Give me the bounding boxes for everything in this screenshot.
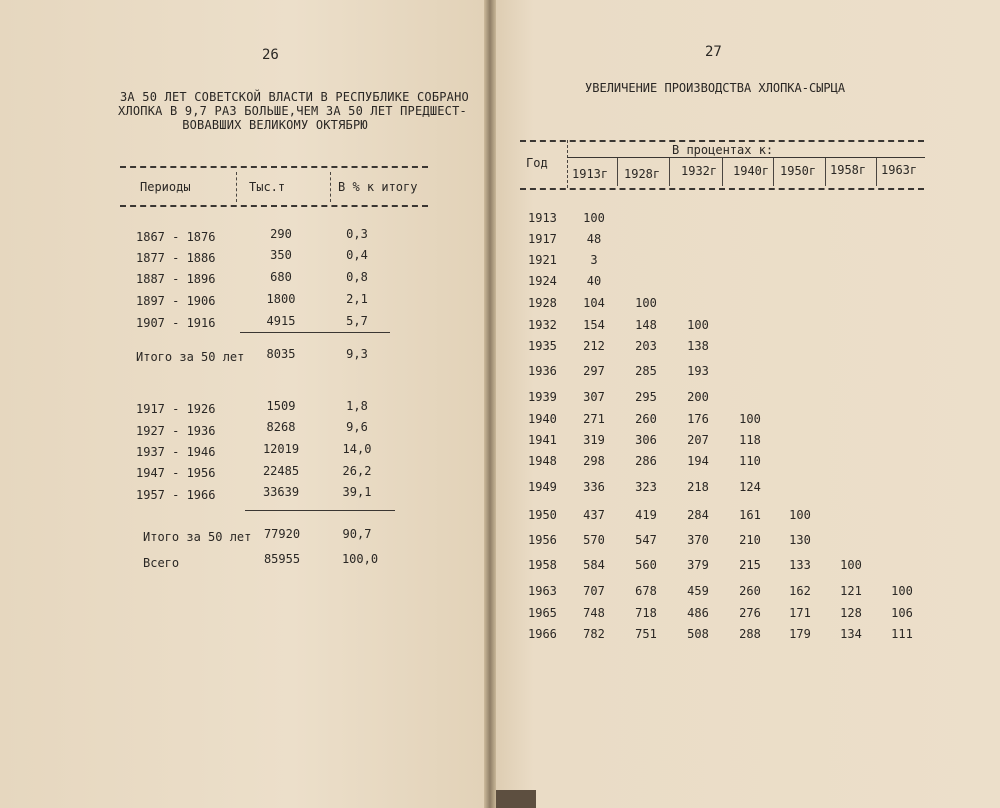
left-header-divider-1 xyxy=(236,172,237,202)
percent-value-cell: 104 xyxy=(583,296,605,310)
percent-value-cell: 193 xyxy=(687,364,709,378)
base-column-header: 1928г xyxy=(624,167,661,181)
percent-value-cell: 138 xyxy=(687,339,709,353)
percent-value-cell: 154 xyxy=(583,318,605,332)
percent-value-cell: 370 xyxy=(687,533,709,547)
total-2-label: Итого за 50 лет xyxy=(143,530,252,544)
base-column-header: 1963г xyxy=(881,163,918,177)
right-title: УВЕЛИЧЕНИЕ ПРОИЗВОДСТВА ХЛОПКА-СЫРЦА xyxy=(585,81,846,95)
value-cell: 1800 xyxy=(266,292,296,306)
percent-value-cell: 508 xyxy=(687,627,709,641)
percent-value-cell: 212 xyxy=(583,339,605,353)
percent-cell: 0,8 xyxy=(346,270,368,284)
percent-cell: 2,1 xyxy=(346,292,368,306)
percent-value-cell: 437 xyxy=(583,508,605,522)
year-cell: 1963 xyxy=(528,584,557,598)
left-title-line-3: ВОВАВШИХ ВЕЛИКОМУ ОКТЯБРЮ xyxy=(182,118,368,132)
percent-value-cell: 285 xyxy=(635,364,657,378)
period-cell: 1957 - 1966 xyxy=(136,488,216,502)
book-gutter xyxy=(484,0,496,808)
percent-value-cell: 161 xyxy=(739,508,761,522)
percent-value-cell: 3 xyxy=(590,253,598,267)
column-divider xyxy=(617,158,618,186)
percent-value-cell: 203 xyxy=(635,339,657,353)
total-1-value: 8035 xyxy=(266,347,296,361)
percent-value-cell: 276 xyxy=(739,606,761,620)
percent-value-cell: 100 xyxy=(687,318,709,332)
base-column-header: 1958г xyxy=(830,163,867,177)
percent-value-cell: 118 xyxy=(739,433,761,447)
percent-value-cell: 295 xyxy=(635,390,657,404)
right-header-year: Год xyxy=(526,156,548,170)
percent-cell: 0,4 xyxy=(346,248,368,262)
percent-cell: 26,2 xyxy=(342,464,372,478)
grand-total-percent: 100,0 xyxy=(341,552,379,566)
left-table-header-rule xyxy=(120,205,428,207)
percent-value-cell: 748 xyxy=(583,606,605,620)
period-cell: 1927 - 1936 xyxy=(136,424,216,438)
year-cell: 1950 xyxy=(528,508,557,522)
grand-total-label: Всего xyxy=(143,556,180,570)
period-cell: 1877 - 1886 xyxy=(136,251,216,265)
percent-value-cell: 171 xyxy=(789,606,811,620)
percent-value-cell: 148 xyxy=(635,318,657,332)
percent-value-cell: 40 xyxy=(586,274,602,288)
column-divider xyxy=(825,158,826,186)
year-column-divider xyxy=(567,140,568,188)
year-cell: 1913 xyxy=(528,211,557,225)
column-divider xyxy=(773,158,774,186)
year-cell: 1941 xyxy=(528,433,557,447)
subtotal-rule-1 xyxy=(240,332,390,333)
percent-value-cell: 100 xyxy=(739,412,761,426)
right-page xyxy=(493,0,1000,808)
percent-value-cell: 260 xyxy=(635,412,657,426)
percent-value-cell: 547 xyxy=(635,533,657,547)
page-shadow xyxy=(496,790,536,808)
percent-value-cell: 133 xyxy=(789,558,811,572)
percent-value-cell: 210 xyxy=(739,533,761,547)
left-table-top-rule xyxy=(120,166,428,168)
year-cell: 1948 xyxy=(528,454,557,468)
column-divider xyxy=(722,158,723,186)
percent-value-cell: 271 xyxy=(583,412,605,426)
base-column-header: 1913г xyxy=(572,167,609,181)
percent-cell: 39,1 xyxy=(342,485,372,499)
percent-value-cell: 718 xyxy=(635,606,657,620)
percent-value-cell: 570 xyxy=(583,533,605,547)
left-header-divider-2 xyxy=(330,172,331,202)
value-cell: 33639 xyxy=(262,485,300,499)
percent-value-cell: 194 xyxy=(687,454,709,468)
percent-value-cell: 486 xyxy=(687,606,709,620)
base-column-header: 1932г xyxy=(681,164,718,178)
base-column-header: 1950г xyxy=(780,164,817,178)
percent-value-cell: 111 xyxy=(891,627,913,641)
percent-cell: 1,8 xyxy=(346,399,368,413)
percent-value-cell: 215 xyxy=(739,558,761,572)
year-cell: 1939 xyxy=(528,390,557,404)
percent-cell: 14,0 xyxy=(342,442,372,456)
column-divider xyxy=(669,158,670,186)
period-cell: 1937 - 1946 xyxy=(136,445,216,459)
year-cell: 1965 xyxy=(528,606,557,620)
percent-value-cell: 130 xyxy=(789,533,811,547)
year-cell: 1966 xyxy=(528,627,557,641)
percent-cell: 0,3 xyxy=(346,227,368,241)
percent-value-cell: 379 xyxy=(687,558,709,572)
percent-value-cell: 323 xyxy=(635,480,657,494)
left-header-period: Периоды xyxy=(140,180,191,194)
percent-value-cell: 179 xyxy=(789,627,811,641)
percent-value-cell: 336 xyxy=(583,480,605,494)
percent-value-cell: 560 xyxy=(635,558,657,572)
percent-value-cell: 218 xyxy=(687,480,709,494)
value-cell: 680 xyxy=(270,270,292,284)
percent-value-cell: 260 xyxy=(739,584,761,598)
right-header-percent: В процентах к: xyxy=(672,143,774,157)
year-cell: 1936 xyxy=(528,364,557,378)
percent-value-cell: 707 xyxy=(583,584,605,598)
sub-header-rule xyxy=(567,157,925,158)
percent-value-cell: 207 xyxy=(687,433,709,447)
total-1-label: Итого за 50 лет xyxy=(136,350,245,364)
percent-cell: 5,7 xyxy=(346,314,368,328)
percent-value-cell: 307 xyxy=(583,390,605,404)
base-column-header: 1940г xyxy=(733,164,770,178)
year-cell: 1935 xyxy=(528,339,557,353)
period-cell: 1867 - 1876 xyxy=(136,230,216,244)
percent-value-cell: 100 xyxy=(840,558,862,572)
period-cell: 1947 - 1956 xyxy=(136,466,216,480)
value-cell: 22485 xyxy=(262,464,300,478)
year-cell: 1956 xyxy=(528,533,557,547)
year-cell: 1940 xyxy=(528,412,557,426)
percent-value-cell: 288 xyxy=(739,627,761,641)
year-cell: 1924 xyxy=(528,274,557,288)
value-cell: 350 xyxy=(270,248,292,262)
total-2-value: 77920 xyxy=(263,527,301,541)
percent-cell: 9,6 xyxy=(346,420,368,434)
value-cell: 4915 xyxy=(266,314,296,328)
percent-value-cell: 100 xyxy=(891,584,913,598)
value-cell: 12019 xyxy=(262,442,300,456)
value-cell: 1509 xyxy=(266,399,296,413)
percent-value-cell: 100 xyxy=(635,296,657,310)
year-cell: 1928 xyxy=(528,296,557,310)
total-1-percent: 9,3 xyxy=(346,347,368,361)
left-header-percent: В % к итогу xyxy=(338,180,418,194)
value-cell: 8268 xyxy=(266,420,296,434)
right-table-header-rule xyxy=(520,188,924,190)
year-cell: 1921 xyxy=(528,253,557,267)
percent-value-cell: 782 xyxy=(583,627,605,641)
year-cell: 1932 xyxy=(528,318,557,332)
column-divider xyxy=(876,158,877,186)
subtotal-rule-2 xyxy=(245,510,395,511)
total-2-percent: 90,7 xyxy=(342,527,372,541)
left-header-thousand-t: Тыс.т xyxy=(249,180,286,194)
grand-total-value: 85955 xyxy=(263,552,301,566)
percent-value-cell: 286 xyxy=(635,454,657,468)
percent-value-cell: 128 xyxy=(840,606,862,620)
percent-value-cell: 306 xyxy=(635,433,657,447)
page-number-left: 26 xyxy=(262,47,279,63)
percent-value-cell: 459 xyxy=(687,584,709,598)
percent-value-cell: 751 xyxy=(635,627,657,641)
percent-value-cell: 162 xyxy=(789,584,811,598)
value-cell: 290 xyxy=(270,227,292,241)
period-cell: 1917 - 1926 xyxy=(136,402,216,416)
right-table-top-rule xyxy=(520,140,924,142)
percent-value-cell: 100 xyxy=(583,211,605,225)
percent-value-cell: 419 xyxy=(635,508,657,522)
percent-value-cell: 121 xyxy=(840,584,862,598)
percent-value-cell: 176 xyxy=(687,412,709,426)
percent-value-cell: 319 xyxy=(583,433,605,447)
percent-value-cell: 678 xyxy=(635,584,657,598)
percent-value-cell: 110 xyxy=(739,454,761,468)
left-title-line-1: ЗА 50 ЛЕТ СОВЕТСКОЙ ВЛАСТИ В РЕСПУБЛИКЕ СОБРАНО xyxy=(120,90,469,104)
percent-value-cell: 134 xyxy=(840,627,862,641)
left-title-line-2: ХЛОПКА В 9,7 РАЗ БОЛЬШЕ,ЧЕМ ЗА 50 ЛЕТ ПРЕДШЕСТ- xyxy=(118,104,467,118)
percent-value-cell: 297 xyxy=(583,364,605,378)
year-cell: 1949 xyxy=(528,480,557,494)
page-number-right: 27 xyxy=(705,44,722,60)
percent-value-cell: 584 xyxy=(583,558,605,572)
year-cell: 1917 xyxy=(528,232,557,246)
percent-value-cell: 100 xyxy=(789,508,811,522)
percent-value-cell: 298 xyxy=(583,454,605,468)
period-cell: 1887 - 1896 xyxy=(136,272,216,286)
percent-value-cell: 106 xyxy=(891,606,913,620)
period-cell: 1907 - 1916 xyxy=(136,316,216,330)
period-cell: 1897 - 1906 xyxy=(136,294,216,308)
percent-value-cell: 124 xyxy=(739,480,761,494)
percent-value-cell: 48 xyxy=(586,232,602,246)
year-cell: 1958 xyxy=(528,558,557,572)
percent-value-cell: 284 xyxy=(687,508,709,522)
percent-value-cell: 200 xyxy=(687,390,709,404)
